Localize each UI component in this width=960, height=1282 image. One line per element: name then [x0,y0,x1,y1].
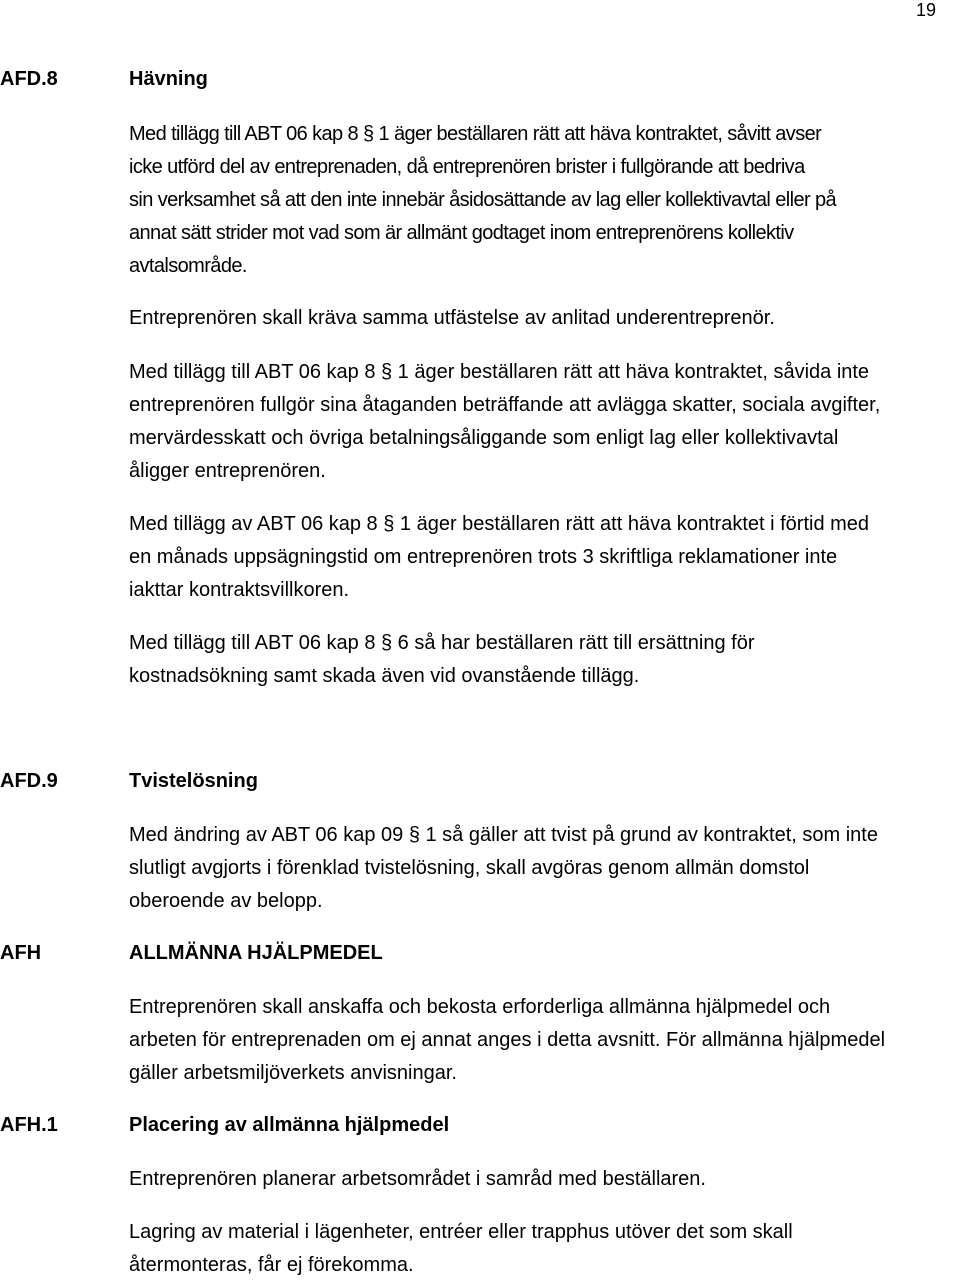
section-title-afh: ALLMÄNNA HJÄLPMEDEL [129,942,383,964]
paragraph: Med tillägg till ABT 06 kap 8 § 6 så har beställaren rätt till ersättning för kostnadsökning samt skada även vid ovanstående tillägg. [129,632,755,687]
section-code-afd8: AFD.8 [0,68,58,90]
paragraph: Med ändring av ABT 06 kap 09 § 1 så gäller att tvist på grund av kontraktet, som inte slutligt avgjorts i förenklad tvistelösning, skall avgöras genom allmän domstol oberoende av belopp. [129,824,878,912]
section-code-afh: AFH [0,942,42,964]
paragraph: Entreprenören planerar arbetsområdet i samråd med beställaren. [129,1168,706,1190]
paragraph: Entreprenören skall anskaffa och bekosta erforderliga allmänna hjälpmedel och arbeten för entreprenaden om ej annat anges i detta avsnitt. För allmänna hjälpmedel gäller arbetsmiljöverkets anvisningar. [129,996,886,1084]
section-title-afd8: Hävning [129,68,208,90]
paragraph: Med tillägg till ABT 06 kap 8 § 1 äger beställaren rätt att häva kontraktet, såvida inte entreprenören fullgör sina åtaganden beträffande att avlägga skatter, sociala avgifter, mervärdesskatt och övriga betalningsåliggande som enligt lag eller kollektivavtal åligger entreprenören. [129,361,881,482]
section-title-afd9: Tvistelösning [129,770,258,792]
page-number: 19 [915,0,936,20]
section-code-afh1: AFH.1 [0,1114,58,1136]
paragraph: Lagring av material i lägenheter, entréer eller trapphus utöver det som skall återmonteras, får ej förekomma. [129,1221,793,1276]
paragraph: Med tillägg till ABT 06 kap 8 § 1 äger beställaren rätt att häva kontraktet, såvitt avser icke utförd del av entreprenaden, då entreprenören brister i fullgörande att bedriva sin verksamhet så att den inte innebär åsidosättande av lag eller kollektivavtal eller på annat sätt strider mot vad som är allmänt godtaget inom entreprenörens kollektiv avtalsområde. [129,123,837,277]
section-code-afd9: AFD.9 [0,770,58,792]
section-title-afh1: Placering av allmänna hjälpmedel [129,1114,450,1136]
paragraph: Med tillägg av ABT 06 kap 8 § 1 äger beställaren rätt att häva kontraktet i förtid med en månads uppsägningstid om entreprenören trots 3 skriftliga reklamationer inte iakttar kontraktsvillkoren. [129,513,870,601]
paragraph: Entreprenören skall kräva samma utfästelse av anlitad underentreprenör. [129,307,775,329]
